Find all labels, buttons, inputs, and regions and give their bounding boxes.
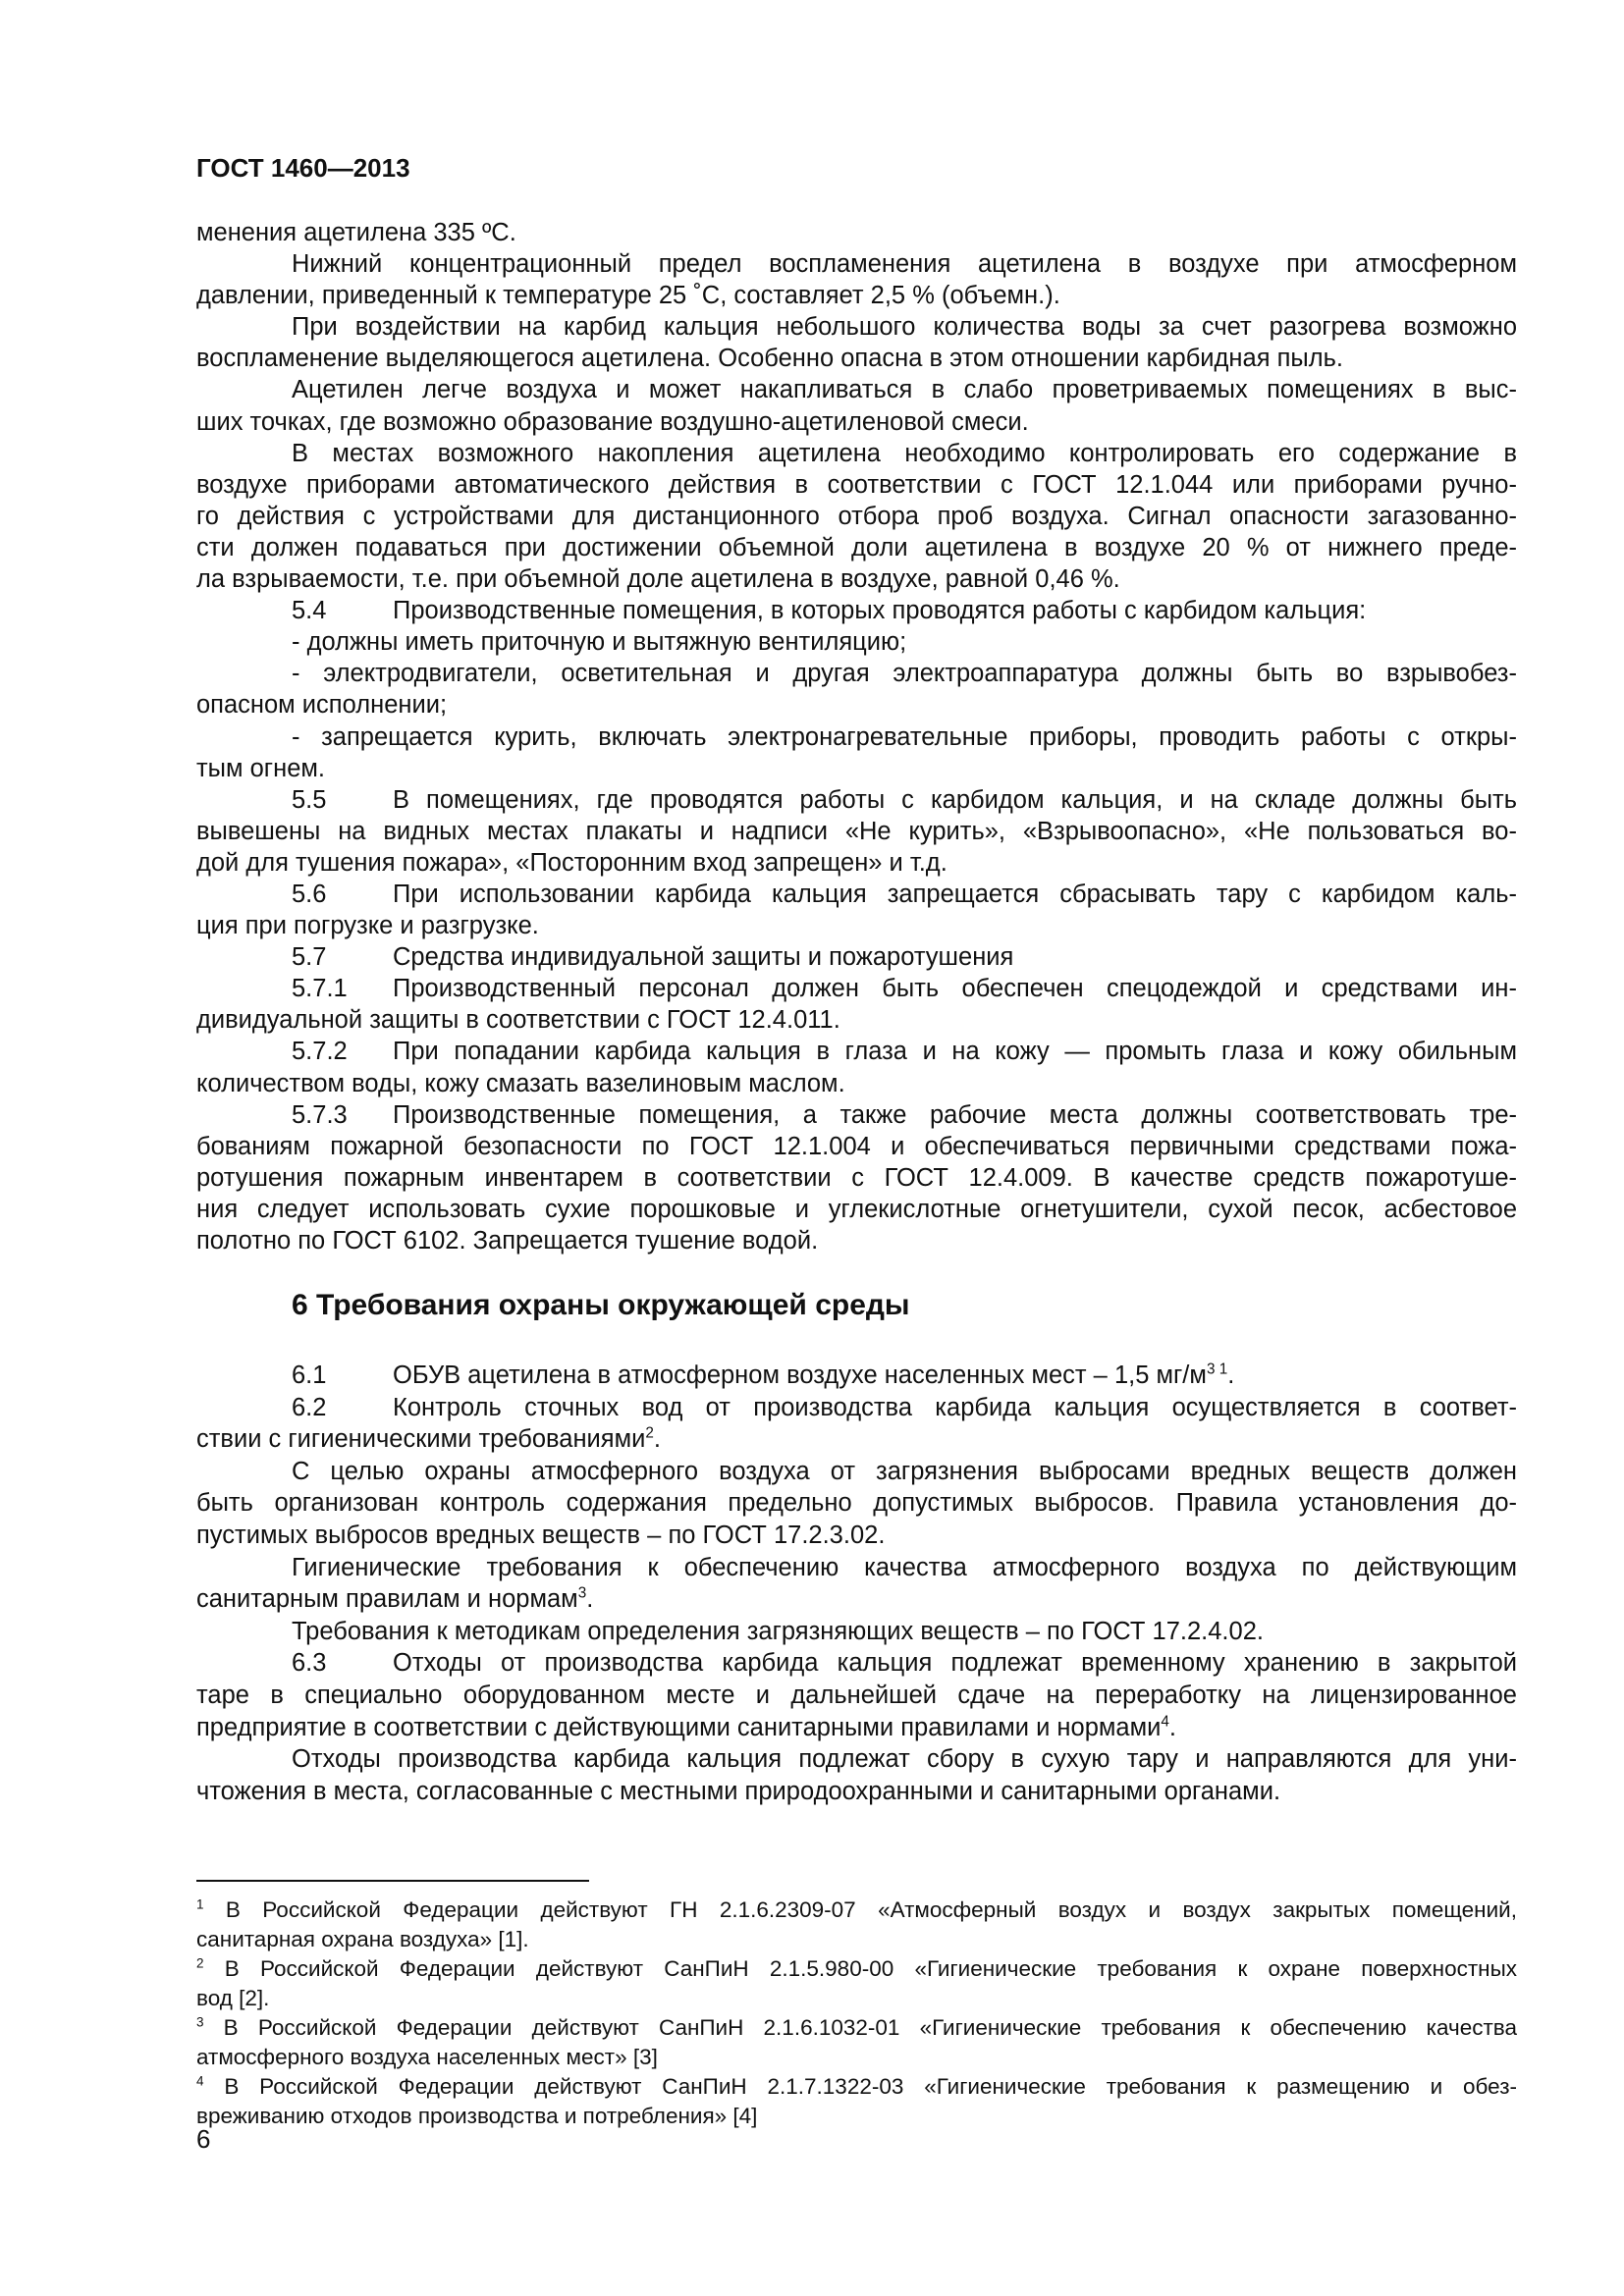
line-text: количеством воды, кожу смазать вазелиновым маслом. [196, 1069, 845, 1097]
text-line [196, 1004, 1517, 1036]
line-text: . [1168, 1713, 1176, 1741]
text-line [196, 784, 1517, 816]
line-text: При попадании карбида кальция в глаза и на кожу — промыть глаза и кожу обильным [393, 1038, 1517, 1066]
text-line [196, 563, 1517, 595]
text-line [196, 438, 1517, 469]
text-line [196, 658, 1517, 689]
text-line [196, 1680, 1517, 1712]
text-line [196, 469, 1517, 501]
footnote-ref: 3 [196, 2014, 204, 2030]
line-text: Средства индивидуальной защиты и пожаротушения [393, 943, 1014, 972]
text-line [196, 1162, 1517, 1194]
clause-number: 5.4 [292, 597, 327, 625]
line-text: тым огнем. [196, 754, 325, 782]
text-line [196, 2043, 1517, 2072]
line-text: вреживанию отходов производства и потребления» [4] [196, 2104, 758, 2128]
text-line [196, 1068, 1517, 1099]
text-line [196, 626, 1517, 658]
text-line [196, 1423, 1517, 1456]
line-text: ОБУВ ацетилена в атмосферном воздухе населенных мест – 1,5 мг/м [393, 1362, 1207, 1389]
line-text: ния следует использовать сухие порошковые и углекислотные огнетушители, сухой песок, асбестовое [196, 1195, 1517, 1223]
clause-number: 5.7.1 [292, 975, 348, 1003]
line-text: . [586, 1585, 594, 1614]
line-text: Гигиенические требования к обеспечению качества атмосферного воздуха по действующим [292, 1553, 1517, 1581]
line-text: сти должен подаваться при достижении объемной доли ацетилена в воздухе 20 % от нижнего преде- [196, 533, 1517, 561]
line-text: предприятие в соответствии с действующими санитарными правилами и нормами [196, 1713, 1162, 1741]
line-text: таре в специально оборудованном месте и дальнейшей сдаче на переработку на лицензированное [196, 1681, 1517, 1709]
text-line [196, 689, 1517, 721]
line-text: го действия с устройствами для дистанционного отбора проб воздуха. Сигнал опасности загазованно- [196, 502, 1517, 530]
line-text: опасном исполнении; [196, 691, 448, 720]
text-line [196, 343, 1517, 374]
line-text: . [1227, 1362, 1235, 1389]
text-line [196, 753, 1517, 784]
line-text: В Российской Федерации действуют СанПиН 2.1.5.980-00 «Гигиенические требования к охране поверхностных [203, 1956, 1517, 1981]
text-line [196, 1099, 1517, 1131]
text-line [196, 973, 1517, 1004]
text-line [196, 2072, 1517, 2102]
line-text: быть организован контроль содержания предельно допустимых выбросов. Правила установления до- [196, 1489, 1517, 1518]
text-line [196, 1360, 1517, 1392]
clause-number: 5.7.2 [292, 1038, 348, 1066]
text-line [196, 374, 1517, 405]
line-text: давлении, приведенный к температуре 25 ˚С, составляет 2,5 % (объемн.). [196, 282, 1060, 310]
clause-number: 5.7 [292, 943, 327, 972]
footnotes [196, 1896, 1517, 2131]
text-line [196, 1954, 1517, 1984]
document-header: ГОСТ 1460—2013 [196, 153, 410, 183]
text-line [196, 1896, 1517, 1925]
text-line [196, 2013, 1517, 2043]
line-text: пустимых выбросов вредных веществ – по ГОСТ 17.2.3.02. [196, 1521, 886, 1549]
text-line [196, 721, 1517, 753]
text-line [196, 280, 1517, 311]
footnote-separator [196, 1880, 589, 1882]
line-text: - электродвигатели, осветительная и другая электроаппаратура должны быть во взрывобез- [292, 660, 1517, 688]
text-line [196, 406, 1517, 438]
line-text: воспламенение выделяющегося ацетилена. Особенно опасна в этом отношении карбидная пыль. [196, 345, 1343, 373]
text-line [196, 595, 1517, 626]
line-text: вывешены на видных местах плакаты и надписи «Не курить», «Взрывоопасно», «Не пользоваться во- [196, 817, 1517, 845]
section-6-heading: 6 Требования охраны окружающей среды [292, 1289, 910, 1321]
line-text: ших точках, где возможно образование воздушно-ацетиленовой смеси. [196, 407, 1029, 436]
line-text: санитарным правилам и нормам [196, 1585, 578, 1614]
footnote-ref: 3 1 [1206, 1361, 1228, 1378]
footnote-ref: 4 [196, 2073, 204, 2089]
text-line [196, 1225, 1517, 1256]
page-number: 6 [196, 2124, 211, 2154]
text-line [196, 1456, 1517, 1488]
text-line [196, 1131, 1517, 1162]
text-line [196, 1776, 1517, 1808]
text-line [196, 217, 1517, 248]
line-text: Отходы производства карбида кальция подлежат сбору в сухую тару и направляются для уни- [292, 1745, 1517, 1774]
line-text: В местах возможного накопления ацетилена необходимо контролировать его содержание в [292, 439, 1517, 467]
clause-number: 5.6 [292, 880, 327, 908]
clause-number: 6.2 [292, 1393, 327, 1421]
clause-number: 6.3 [292, 1649, 327, 1678]
line-text: - должны иметь приточную и вытяжную вентиляцию; [292, 628, 907, 657]
line-text: вод [2]. [196, 1986, 270, 2010]
line-text: Отходы от производства карбида кальция подлежат временному хранению в закрытой [393, 1649, 1517, 1678]
text-line [196, 1743, 1517, 1776]
footnote-ref: 4 [1161, 1713, 1169, 1731]
line-text: Производственные помещения, а также рабочие места должны соответствовать тре- [393, 1100, 1517, 1129]
text-line [196, 248, 1517, 280]
text-line [196, 941, 1517, 973]
line-text: бованиям пожарной безопасности по ГОСТ 12.1.004 и обеспечиваться первичными средствами пожа- [196, 1132, 1517, 1160]
text-line [196, 1487, 1517, 1520]
clause-number: 6.1 [292, 1362, 327, 1389]
text-line [196, 311, 1517, 343]
text-line [196, 2102, 1517, 2131]
line-text: Требования к методикам определения загрязняющих веществ – по ГОСТ 17.2.4.02. [292, 1617, 1264, 1645]
footnote-ref: 3 [577, 1584, 587, 1602]
text-line [196, 1583, 1517, 1616]
line-text: ла взрываемости, т.е. при объемной доле ацетилена в воздухе, равной 0,46 %. [196, 565, 1120, 594]
line-text: С целью охраны атмосферного воздуха от загрязнения выбросами вредных веществ должен [292, 1457, 1517, 1485]
text-line [196, 1925, 1517, 1954]
line-text: дивидуальной защиты в соответствии с ГОСТ 12.4.011. [196, 1006, 840, 1035]
line-text: дой для тушения пожара», «Посторонним вход запрещен» и т.д. [196, 848, 947, 877]
text-line [196, 1647, 1517, 1680]
text-line [196, 1036, 1517, 1067]
text-line [196, 1712, 1517, 1744]
line-text: При использовании карбида кальция запрещается сбрасывать тару с карбидом каль- [393, 880, 1517, 908]
line-text: ствии с гигиеническими требованиями [196, 1425, 646, 1454]
clause-number: 5.5 [292, 785, 327, 814]
line-text: Ацетилен легче воздуха и может накапливаться в слабо проветриваемых помещениях в выс- [292, 376, 1517, 404]
line-text: В помещениях, где проводятся работы с карбидом кальция, и на складе должны быть [393, 785, 1517, 814]
line-text: чтожения в места, согласованные с местными природоохранными и санитарными органами. [196, 1777, 1281, 1805]
line-text: Нижний концентрационный предел воспламенения ацетилена в воздухе при атмосферном [292, 250, 1517, 279]
section-5-body [196, 217, 1517, 1256]
line-text: В Российской Федерации действуют ГН 2.1.6.2309-07 «Атмосферный воздух и воздух закрытых помещений, [203, 1897, 1517, 1922]
line-text: Контроль сточных вод от производства карбида кальция осуществляется в соответ- [393, 1393, 1517, 1421]
line-text: . [653, 1425, 661, 1454]
text-line [196, 1616, 1517, 1648]
line-text: менения ацетилена 335 ºC. [196, 219, 516, 246]
line-text: - запрещается курить, включать электронагревательные приборы, проводить работы с откры- [292, 722, 1517, 751]
text-line [196, 816, 1517, 847]
text-line [196, 1984, 1517, 2013]
text-line [196, 501, 1517, 532]
footnote-ref: 1 [196, 1896, 204, 1912]
section-6-body [196, 1360, 1517, 1807]
text-line [196, 1520, 1517, 1552]
clause-number: 5.7.3 [292, 1100, 348, 1129]
line-text: Производственные помещения, в которых проводятся работы с карбидом кальция: [393, 597, 1367, 625]
line-text: атмосферного воздуха населенных мест» [3] [196, 2045, 658, 2069]
text-line [196, 1194, 1517, 1225]
line-text: В Российской Федерации действуют СанПиН 2.1.6.1032-01 «Гигиенические требования к обеспечению качества [203, 2015, 1517, 2040]
text-line [196, 532, 1517, 563]
line-text: ротушения пожарным инвентарем в соответствии с ГОСТ 12.4.009. В качестве средств пожаротуше- [196, 1163, 1517, 1192]
line-text: В Российской Федерации действуют СанПиН 2.1.7.1322-03 «Гигиенические требования к размещению и обез- [203, 2074, 1517, 2099]
text-line [196, 847, 1517, 879]
text-line [196, 1552, 1517, 1584]
line-text: полотно по ГОСТ 6102. Запрещается тушение водой. [196, 1227, 819, 1255]
text-line [196, 910, 1517, 941]
footnote-ref: 2 [196, 1955, 204, 1971]
text-line [196, 1392, 1517, 1424]
line-text: Производственный персонал должен быть обеспечен спецодеждой и средствами ин- [393, 975, 1517, 1003]
text-line [196, 879, 1517, 910]
footnote-ref: 2 [645, 1424, 654, 1442]
line-text: воздухе приборами автоматического действия в соответствии с ГОСТ 12.1.044 или приборами ручно- [196, 470, 1517, 499]
line-text: ция при погрузке и разгрузке. [196, 912, 539, 940]
line-text: При воздействии на карбид кальция небольшого количества воды за счет разогрева возможно [292, 313, 1517, 342]
line-text: санитарная охрана воздуха» [1]. [196, 1927, 529, 1951]
